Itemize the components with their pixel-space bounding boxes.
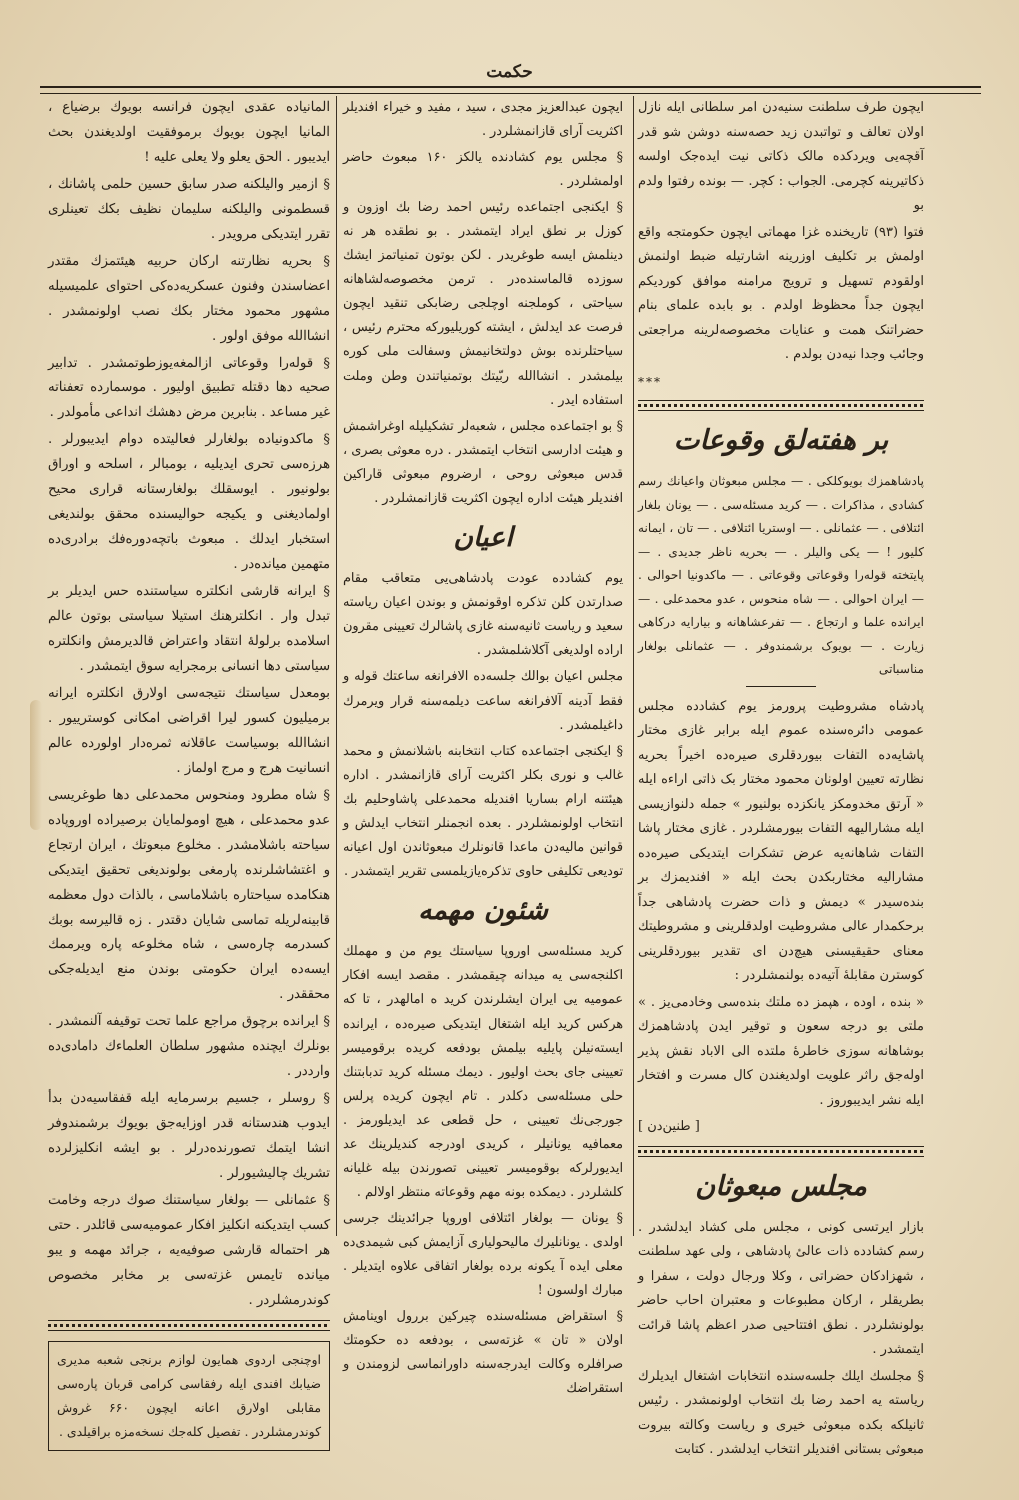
article-paragraph: § ماکدونیاده بولغارلر فعالیتده دوام ایدیبورلر . هرزه‌سی تحری ایدیلیه ، بومبالر ، اسلحه و اوراق بولونیور . ایوسقلك بولغارستانه قراری محیح اولمادیغنی و یکیجه حوالیسنده محقق بولندیغی استخبار ایدلك . مبعوث باتچه‌دوره‌فك برادری‌ده متهمین میانده‌در . [48,432,330,573]
senate-heading: اعیان [453,521,513,553]
important-affairs-heading: شئون مهمه [418,894,548,926]
article-paragraph: فتوا (۹۳) تاریخنده غزا مهماتی ایچون حکومتجه واقع اولمش بر تکلیف اوزرینه اشارتیله ضبط اولنمش اولقودم تسهیل و ترویج مرامنه موافق کوردیکم ایچون جداً محظوظ اولدم . بو بابده علمای بنام حضراتنک همت و عنایات مخصوصه‌لرینه مراجعتی وجائب وجدا نیه‌دن بولدم . [638,224,924,362]
right-column [638,96,924,1465]
weekly-events-contents: پادشاهمزك بویوکلکی . — مجلس مبعوثان واعیانك رسم کشادی ، مذاکرات . — کرید مسئله‌سی . — یونان بلغار ائتلافی . — عثمانلی . — اوستریا ائتلافی . — تان ، ایمانه کلیور ! — یکی والیلر . — بحریه ناظر جدیدی . — پایتخته قوله‌را وقوعاتی وقوعاتی . — ماکدونیا احوالی . — ایران احوالی . — شاه منحوس ، عدو محمدعلی . — ایرانده علما و ارتجاع . — تفرعشاهانه و بیارایه درکاهی زیارت . — بویوک برشمندوفر . — عثمانلی بولغار مناسباتی [638,474,924,677]
article-paragraph: § عثمانلی — بولغار سیاستنك صوك درجه وخامت کسب ایتدیکنه انکلیز افکار عمومیه‌سی قائلدر . حتی هر احتماله قارشی صوفیه‌یه ، جرائد مهمه و یبو میانده تایمس غزته‌سی بر مخابر مخصوص کوندرمشلردر . [48,1192,330,1308]
article-paragraph: § یونان — بولغار ائتلافی اوروپا جرائدینك جرسی اولدی . یونانلیرك مالیحولیاری آزایمش کبی شیمدی‌ده معلی ایده‌ آ یکونه برده بولغار اتفاقی علاوه ایتدیلر . مبارك اولسون ! [343,1210,623,1299]
paper-stain [30,700,42,830]
donation-notice-text: اوچنجی اردوی همایون لوازم برنجی شعبه مدیری ضیابك افندی ایله رفقاسی کرامی قربان پاره‌سی مقابلی اولارق اعانه ایچون ۶۶۰ غروش کوندرمشلردر . تفصیل کله‌جك نسخه‌مزه براقیلدی . [57,1351,321,1439]
article-paragraph: § ایرانده برچوق مراجع علما تحت توقیفه آلنمشدر . بونلرك ایچنده مشهور سلطان العلماءك دامادی‌ده وارددر . [48,1014,330,1080]
article-paragraph: § ایکنجی اجتماعده رئیس احمد رضا بك اوزون و کوزل بر نطق ایراد ایتمشدر . بو نطقده هر نه دینلمش ایسه طوغریدر . لکن بوتون تمنیاتمز ایشك سوزده قالماسنده‌در . ترمن مخصوصه‌لشاهانه سیاحتی ، کوملجنه اوچلجی رضابکی تنقید ایچون فرصت عد ایدلش ، ایشته کوریلیورکه محترم رئیس ، سیاحتلرنده بوش دولتخانیمش وسفالت ملی کوره بیلمشدر . انشاالله ربّیتك بوتمنیاتندن وطن وملت استفاده ایدر . [343,200,623,408]
article-paragraph: § روسلر ، جسیم برسرمایه ایله قفقاسیه‌دن بدأ ایدوب هندستانه قدر اوزایه‌جق بویوك برشمندوفر انشا ایتمك تصورنده‌درلر . بو ایشه انکلیزلرده تشریك چالیشیورلر . [48,1091,330,1182]
article-paragraph: § ایرانه قارشی انکلتره سیاستنده حس ایدیلر بر تبدل وار . انکلترهنك استیلا سیاستی بوتون عالم اسلامده برلولهٔ انتقاد واعتراض قالدیرمش وانکلتره سیاستی دها انسانی برمجرایه سوق ایتمشدر . [48,584,330,674]
article-paragraph: « بنده ، اوده ، هپمز ده ملتك بنده‌سی وخادمی‌یز . » ملتی بو درجه سعون و توقیر ایدن پادشاهمزك بوشاهانه سوزی خاطرهٔ ملتده الی الاباد نقش پذیر اوله‌جق راثر علویت اولدیغندن کال مسرت و افتخار ایله نشر ایدیبوروز . [638,994,924,1108]
article-paragraph: § شاه مطرود ومنحوس محمدعلی دها طوغریسی عدو محمدعلی ، هیچ اومولمایان برصیراده اوروپاده سیاحته باشلامشدر . مخلوع مبعوتك ، ایران ارتجاع و اغتشاشلرنده پارمغی بولوندیغی تحقیق ایتدیکی هنکامده سیاحتاره باشلاماسی ، بالذات دول معظمه قابینه‌لریله تماسی شایان دقتدر . زه قالیرسه بوبك کسدرمه چاره‌سی ، شاه مخلوعه پاره ویرممك ایسه‌ده ایران حکومتی بوندن منع ایدیله‌جکی محققدر . [48,787,330,1003]
donation-notice-box [48,1341,330,1451]
article-paragraph: § مجلس یوم کشادنده یالکز ۱۶۰ مبعوث حاضر اولمشلردر . [343,150,623,190]
column-rule-right [633,96,634,1236]
article-paragraph: § بحریه نظارتنه ارکان حربیه هیئتمزك مقتدر اعضاسندن وفنون عسکریه‌ده‌کی احتوای علمیسیله مشهور محمود مختار بکك نصب اولونمشدر . انشاالله موفق اولور . [48,253,330,344]
article-paragraph: ایچون عبدالعزیز مجدی ، سید ، مفید و خیراء افندیلر اکثریت آرای قازانمشلردر . [343,100,623,140]
source-credit: [ طنین‌دن ] [638,1119,700,1135]
article-paragraph: ایچون طرف سلطنت سنیه‌دن امر سلطانی ایله نازل اولان تعالف و تواتبدن زید حصه‌سنه دوشن شو قدر آقچه‌یی ویردکده مالک ذکاتی نیت ایده‌جک اولسه ذکاتیرینه کچرمی. الجواب : کچر. — بونده رفتوا ولدم بو [638,100,924,213]
article-paragraph: یوم کشادده عودت پادشاهی‌یی متعاقب مقام صدارتدن کلن تذکره اوقونمش و بوندن اعیان ریاسته سعید و ریاست ثانیه‌سنه غازی پاشالرك تعیینی مقرون اراده اولدیغی آکلاشلمشدر . [343,571,623,659]
section-end-stars: *** [638,374,662,389]
article-paragraph: § ازمیر والیلکنه صدر سابق حسین حلمی پاشانك ، قسطمونی والیلکنه سلیمان نظیف بکك تعینلری تقرر ایتدیکی مرویدر . [48,176,330,242]
column-rule-left [336,96,337,1236]
ornament-rule [638,400,924,411]
article-paragraph: § استقراض مسئله‌سنده چیرکین بررول اوینامش اولان « تان » غزته‌سی ، بودفعه ده حکومتك صرافلره وکالت ایدرجه‌سنه داورانماسی لزومندن و استقراضك [343,1309,623,1397]
article-paragraph: بازار ایرتسی کونی ، مجلس ملی کشاد ایدلشدر . رسم کشادده ذات عالئ پادشاهی ، ولی عهد سلطنت ، شهزادکان حضراتی ، وکلا ورجال دولت ، سفرا و بطریقلر ، ارکان مطبوعات و معتبران احاب حاضر بولونشلردر . نطق افتتاحیی صدر اعظم پاشا قرائت ایتمشدر . [638,1219,924,1358]
masthead-title: حکمت [486,62,533,82]
article-paragraph: § قوله‌را وقوعاتی ازالمغه‌یوزطوتمشدر . تدابیر صحیه دها دقتله تطبیق اولیور . موسمارده تعفناته غیر مساعد . بنابرین مرض دهشك انداعی مأمولدر . [48,355,330,421]
article-paragraph: § ایکنجی اجتماعده کتاب انتخابنه باشلانمش و محمد غالب و نوری بکلر اکثریت آرای قازانمشدر . اداره هیئتنه ارام بساریا افندیله محمدعلی پاشاوحلیم بك انتخاب اولونمشلردر . بعده انجمنلر انتخاب ایدلش و قوانین مالیه‌دن ماعدا قانونلرك مبعوثاندن اول اعیانه تودیعی تکلیفی حاوی تذکره‌یازیلمسی تقریر ایتمشدر . [343,743,623,879]
left-column [48,96,330,1451]
article-paragraph: § بو اجتماعده مجلس ، شعبه‌لر تشکیلیله اوغراشمش و هیئت ادارسی انتخاب ایتمشدر . دره معوثی بصری ، قدس مبعوثی روحی ، ارضروم مبعوثی قاراکین افندیلر هیئت اداره ایچون اکثریت قازانمشلردر . [343,418,623,506]
article-paragraph: § مجلسك ایلك جلسه‌سنده انتخابات اشتغال ایدیلرك ریاسته یه احمد رضا بك انتخاب اولونمشدر . رئیس ثانیلکه بکده مبعوثی خیری و ریاست وکالته بیروت مبعوثی بستانی افندیلر انتخاب ایدلشدر . کتابت [638,1368,924,1458]
divider [746,686,816,687]
ornament-rule [48,1320,330,1331]
masthead-rule [40,86,981,94]
weekly-events-heading: بر هفته‌لق وقوعات [673,424,889,456]
article-paragraph: کرید مسئله‌سی اوروپا سیاستك یوم من و مهملك اکلنجه‌سی یه میدانه چیقمشدر . مقصد ایسه افکار عمومیه یی ایران ایشلرندن کرید ه امالهدر ، تا که هرکس کرید ایله اشتغال ایتدیکی صیره‌ده ، ایرانده ایسته‌نیلن پایلیه بیلمش بودفعه کریده برقومیسر تعیینی جای بحث اولیور . دیمك مسئله کرید تدبابتنك حلی مسئله‌سی دکلدر . تام ایچون کریده پرلس جورجی‌نك تعیینی ، حل قطعی عد ایدیلورمز . معمافیه یونانیلر ، کریدی اودرجه کندیلرینك عد ایدیورلرکه بوقومیسر تعیینی تصورندن بیله غلیانه کلشلردر . دیمکده بونه مهم وقوعاته منتظر اولالم . [343,944,623,1200]
article-paragraph: بومعدل سیاستك نتیجه‌سی اولارق انکلتره ایرانه برمیلیون کسور لیرا اقراضی امکانی کوسترییور . انشاالله بوسیاست عاقلانه ثمره‌دار اولورده عالم انسانیت هرج و مرج اولماز . [48,685,330,776]
article-paragraph: المانیاده عقدی ایچون فرانسه بویوك برضیاع ، المانیا ایچون بویوك برموفقیت اولدیغندن بحث ایدیبور . الحق یعلو ولا یعلی علیه ! [48,100,330,165]
middle-column [343,96,623,1403]
article-paragraph: مجلس اعیان بوالك جلسه‌ده الافرانغه ساعتك قوله و فقط آدینه آلافرانغه ساعت دیلمه‌سنه قرار ویرمرك داغیلمشدر . [343,669,623,733]
parliament-heading: مجلس مبعوثان [695,1169,867,1202]
ornament-rule [638,1146,924,1157]
article-paragraph: پادشاه مشروطیت پرورمز یوم کشادده مجلس عمومی دائره‌سنده عموم ایله برابر غازی مختار پاشایه‌ده التفات بیوردقلری صیره‌ده اخیراً بحریه نظارته تعیین اولونان محمود مختار بک ذاتی اراءه ایله « آرتق مخدومکز یانکزده بولنیور » جمله دلنوازیسی ایله مشارالیهه التفات بیورمشلردر . غازی مختار پاشا التفات شاهانه‌یه عرض تشکرات ایتدیکی صیره‌ده مشارالیه مختاربکدن بحث ایله « افندیمزك بر بنده‌سیدر » دیمش و ذات حضرت پادشاهی جداً برحکمدار عالی مشروطیت اولدقلرینی و مشروطیتك معنای حقیقیسنی هیچ‌دن ای تقدیر بیوردقلرینی کوسترن مقابلهٔ آتیه‌ده بولنمشلردر : [638,698,924,984]
